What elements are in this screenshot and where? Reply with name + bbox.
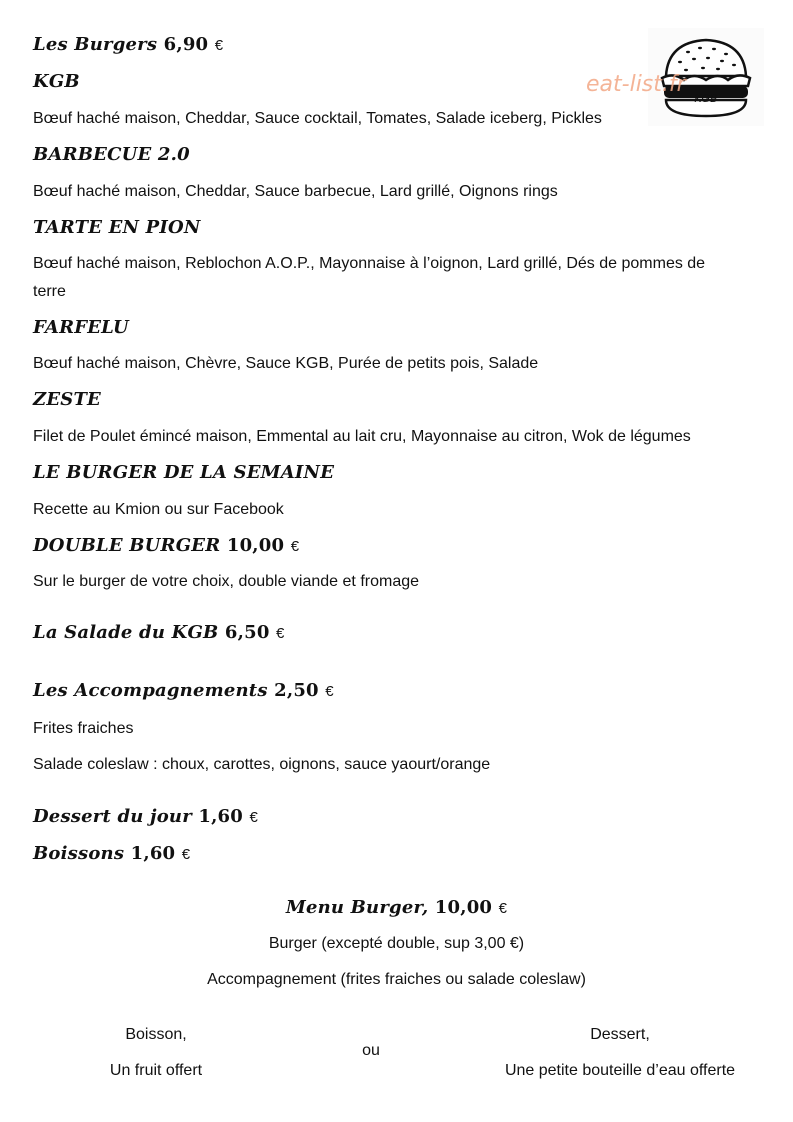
menu-line-accompagnement: Accompagnement (frites fraiches ou salade coleslaw): [207, 971, 586, 988]
dessert-heading: Dessert du jour 1,60 €: [33, 806, 258, 827]
item-name: TARTE EN PION: [33, 217, 201, 238]
svg-text:KGB: KGB: [694, 92, 718, 105]
menu-or: ou: [362, 1042, 380, 1059]
item-desc: Recette au Kmion ou sur Facebook: [33, 501, 284, 518]
item-name: ZESTE: [33, 389, 101, 410]
watermark: eat-list.fr: [586, 72, 686, 97]
burgers-heading: Les Burgers 6,90 €: [33, 34, 224, 55]
menu-option-fruit: Un fruit offert: [109, 1062, 203, 1079]
item-desc: terre: [33, 283, 66, 300]
item-desc: Bœuf haché maison, Chèvre, Sauce KGB, Purée de petits pois, Salade: [33, 355, 539, 372]
salade-heading: La Salade du KGB 6,50 €: [33, 622, 285, 643]
item-desc: Bœuf haché maison, Cheddar, Sauce cocktail, Tomates, Salade iceberg, Pickles: [33, 110, 602, 127]
accompagnement-item: Frites fraiches: [33, 720, 134, 737]
item-desc: Filet de Poulet émincé maison, Emmental au lait cru, Mayonnaise au citron, Wok de légumes: [33, 428, 691, 445]
item-desc: Bœuf haché maison, Cheddar, Sauce barbecue, Lard grillé, Oignons rings: [33, 183, 558, 200]
menu-line-burger: Burger (excepté double, sup 3,00 €): [268, 935, 525, 952]
boissons-heading: Boissons 1,60 €: [33, 843, 191, 864]
menu-option-boisson: Boisson,: [125, 1026, 187, 1043]
accompagnements-heading: Les Accompagnements 2,50 €: [33, 680, 334, 701]
item-name: FARFELU: [33, 317, 129, 338]
double-burger-heading: DOUBLE BURGER 10,00 €: [33, 535, 300, 556]
menu-burger-heading: Menu Burger, 10,00 €: [285, 897, 508, 918]
item-desc: Bœuf haché maison, Reblochon A.O.P., Mayonnaise à l’oignon, Lard grillé, Dés de pommes de: [33, 255, 706, 272]
double-burger-desc: Sur le burger de votre choix, double viande et fromage: [33, 573, 420, 590]
menu-option-dessert: Dessert,: [590, 1026, 650, 1043]
item-name: LE BURGER DE LA SEMAINE: [33, 462, 335, 483]
accompagnement-item: Salade coleslaw : choux, carottes, oignons, sauce yaourt/orange: [33, 756, 491, 773]
item-name: KGB: [33, 71, 80, 92]
item-name: BARBECUE 2.0: [33, 144, 190, 165]
menu-option-eau: Une petite bouteille d’eau offerte: [504, 1062, 736, 1079]
